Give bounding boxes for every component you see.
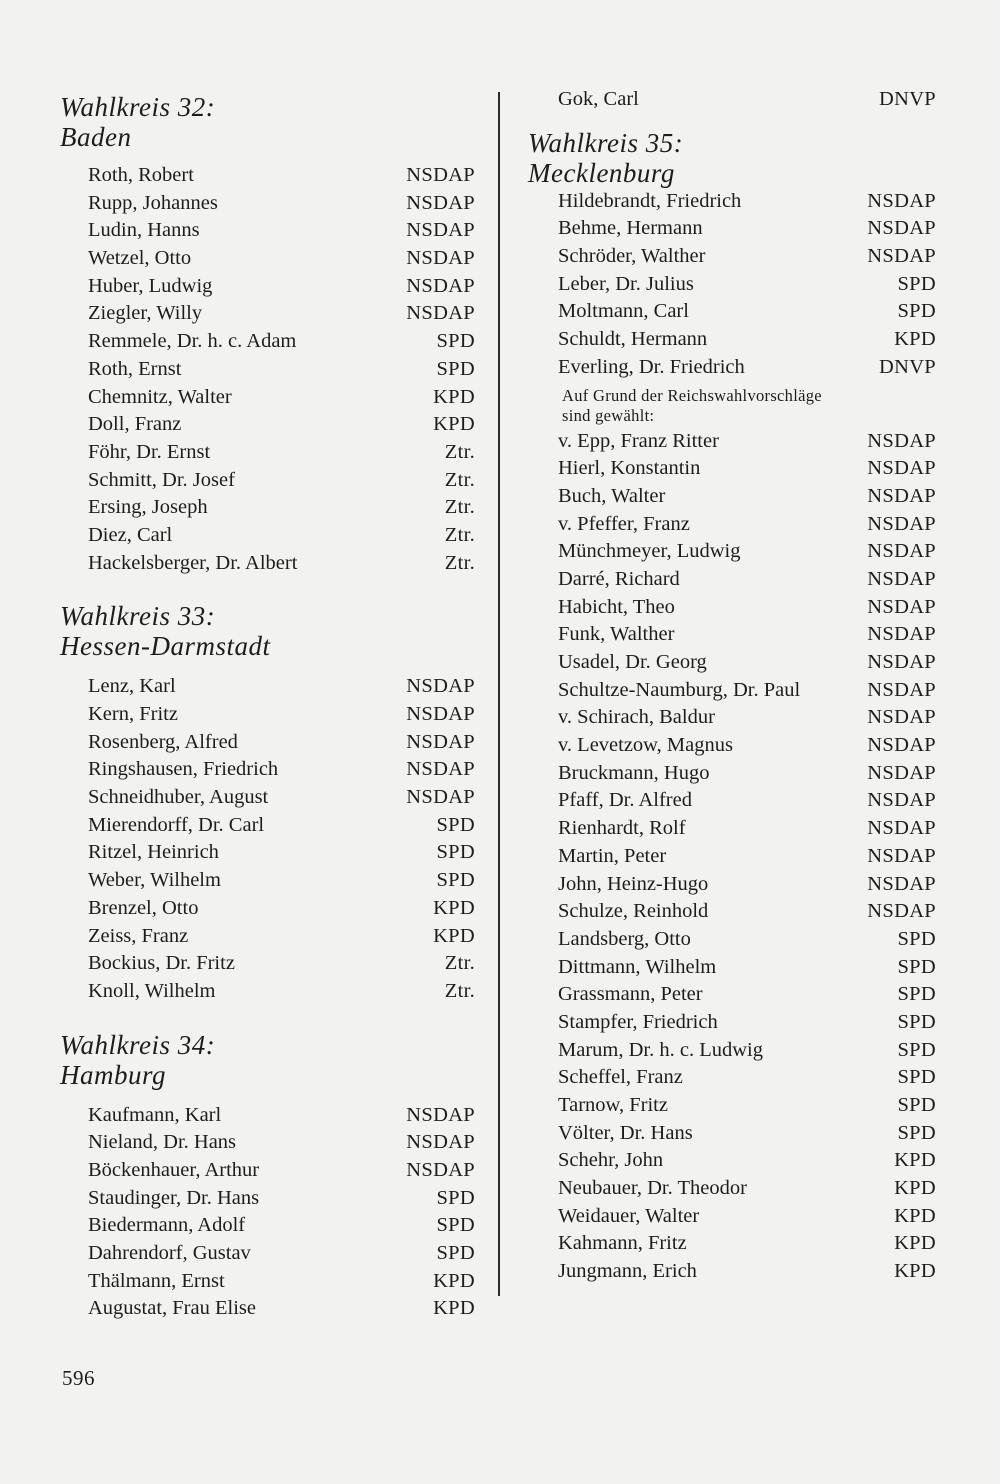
member-row <box>60 1295 475 1323</box>
member-row <box>528 511 936 539</box>
party-label: SPD <box>897 272 936 295</box>
member-name: Remmele, Dr. h. c. Adam <box>88 330 297 353</box>
constituency-heading <box>528 128 936 188</box>
member-name: Hildebrandt, Friedrich <box>558 189 742 212</box>
member-name: Mierendorff, Dr. Carl <box>88 813 265 836</box>
member-name: Kern, Fritz <box>88 703 178 725</box>
member-row <box>528 594 936 622</box>
member-name: Weber, Wilhelm <box>88 869 221 892</box>
member-name: Weidauer, Walter <box>558 1204 700 1227</box>
member-row <box>528 760 936 788</box>
constituency-heading <box>60 1030 475 1090</box>
column-divider <box>498 92 500 1296</box>
member-name: Ludin, Hanns <box>88 219 200 242</box>
member-row <box>60 1157 475 1185</box>
party-label: NSDAP <box>867 817 936 840</box>
party-label: NSDAP <box>406 274 475 297</box>
member-row <box>60 756 475 784</box>
member-row <box>60 701 475 729</box>
party-label: NSDAP <box>406 786 475 809</box>
member-row <box>60 895 475 923</box>
party-label: NSDAP <box>867 540 936 563</box>
member-name: v. Schirach, Baldur <box>558 706 715 729</box>
member-name: Thälmann, Ernst <box>88 1269 225 1292</box>
member-row <box>528 898 936 926</box>
party-label: NSDAP <box>867 872 936 895</box>
party-label: NSDAP <box>867 484 936 507</box>
member-row <box>528 243 936 271</box>
member-row <box>528 354 936 382</box>
party-label: KPD <box>894 328 936 351</box>
party-label: NSDAP <box>867 457 936 480</box>
member-name: Funk, Walther <box>558 623 675 646</box>
party-label: NSDAP <box>406 758 475 781</box>
member-name: Neubauer, Dr. Theodor <box>558 1177 747 1200</box>
member-name: Tarnow, Fritz <box>558 1094 668 1116</box>
member-row <box>528 954 936 982</box>
member-row <box>528 677 936 705</box>
member-row <box>60 1102 475 1130</box>
member-name: Knoll, Wilhelm <box>88 979 216 1002</box>
party-label: KPD <box>894 1260 936 1283</box>
member-name: Dittmann, Wilhelm <box>558 955 717 978</box>
member-row <box>60 439 475 467</box>
party-label: SPD <box>436 330 475 353</box>
member-name: Böckenhauer, Arthur <box>88 1158 260 1181</box>
member-row <box>528 1258 936 1286</box>
party-label: NSDAP <box>406 730 475 753</box>
page-number: 596 <box>62 1366 95 1390</box>
member-row <box>528 621 936 649</box>
member-row <box>528 455 936 483</box>
party-label: SPD <box>897 300 936 323</box>
member-row <box>60 1268 475 1296</box>
member-name: Münchmeyer, Ludwig <box>558 540 741 563</box>
member-name: Rosenberg, Alfred <box>88 730 238 753</box>
left-column <box>60 86 475 1323</box>
member-row <box>60 273 475 301</box>
member-row <box>528 566 936 594</box>
member-name: Schuldt, Hermann <box>558 328 708 351</box>
party-label: NSDAP <box>867 844 936 867</box>
member-name: Buch, Walter <box>558 484 666 507</box>
heading-line: Wahlkreis 33: <box>60 601 216 632</box>
party-label: NSDAP <box>867 245 936 268</box>
member-name: Landsberg, Otto <box>558 927 691 950</box>
note-line: Auf Grund der Reichswahlvorschläge <box>562 385 822 405</box>
member-name: Nieland, Dr. Hans <box>88 1131 237 1154</box>
note-line: sind gewählt: <box>562 405 655 425</box>
member-name: Pfaff, Dr. Alfred <box>558 789 692 812</box>
party-label: SPD <box>436 841 475 864</box>
member-row <box>528 1092 936 1120</box>
member-row <box>60 300 475 328</box>
member-name: Hierl, Konstantin <box>558 457 701 480</box>
member-row <box>528 1203 936 1231</box>
member-row <box>528 732 936 760</box>
member-row <box>60 190 475 218</box>
member-name: Doll, Franz <box>88 413 182 436</box>
member-row <box>60 384 475 412</box>
party-label: SPD <box>436 1242 475 1264</box>
member-row <box>528 271 936 299</box>
heading-line: Mecklenburg <box>528 157 675 188</box>
party-label: NSDAP <box>406 164 475 186</box>
party-label: SPD <box>897 983 936 1006</box>
member-name: Kaufmann, Karl <box>88 1103 222 1126</box>
party-label: NSDAP <box>406 191 475 214</box>
party-label: KPD <box>433 1297 475 1320</box>
member-row <box>528 298 936 326</box>
member-row <box>528 215 936 243</box>
party-label: NSDAP <box>406 1131 475 1154</box>
member-row <box>528 843 936 871</box>
member-name: v. Epp, Franz Ritter <box>558 429 719 452</box>
constituency-section <box>60 92 475 577</box>
member-row <box>528 326 936 354</box>
party-label: SPD <box>897 1066 936 1089</box>
member-row <box>528 649 936 677</box>
party-label: KPD <box>433 924 475 947</box>
member-name: Roth, Robert <box>88 164 194 186</box>
member-name: Völter, Dr. Hans <box>558 1121 693 1144</box>
party-label: NSDAP <box>867 900 936 923</box>
constituency-section <box>60 601 475 1005</box>
member-name: Rienhardt, Rolf <box>558 817 686 840</box>
party-label: Ztr. <box>444 979 475 1002</box>
member-row <box>60 923 475 951</box>
member-name: Dahrendorf, Gustav <box>88 1242 251 1264</box>
party-label: DNVP <box>878 88 936 110</box>
member-name: Martin, Peter <box>558 844 667 867</box>
constituency-heading <box>60 601 475 661</box>
member-row <box>528 188 936 216</box>
member-row <box>60 1240 475 1268</box>
member-name: Huber, Ludwig <box>88 274 213 297</box>
party-label: NSDAP <box>867 429 936 452</box>
party-label: SPD <box>897 1094 936 1116</box>
member-name: Föhr, Dr. Ernst <box>88 440 211 463</box>
right-column <box>528 86 936 1286</box>
member-row <box>528 704 936 732</box>
member-name: Ritzel, Heinrich <box>88 841 219 864</box>
member-name: John, Heinz-Hugo <box>558 872 709 895</box>
member-name: Leber, Dr. Julius <box>558 272 694 295</box>
party-label: KPD <box>433 896 475 919</box>
member-row <box>528 815 936 843</box>
member-row <box>60 356 475 384</box>
party-label: KPD <box>894 1204 936 1227</box>
constituency-section <box>60 1030 475 1324</box>
member-name: Darré, Richard <box>558 567 680 590</box>
member-name: Ersing, Joseph <box>88 496 208 519</box>
party-label: Ztr. <box>444 523 475 546</box>
member-name: Marum, Dr. h. c. Ludwig <box>558 1038 763 1061</box>
party-label: NSDAP <box>867 678 936 701</box>
member-row <box>528 1175 936 1203</box>
party-label: DNVP <box>878 355 936 378</box>
member-name: Chemnitz, Walter <box>88 385 232 408</box>
party-label: NSDAP <box>406 1103 475 1126</box>
member-row <box>528 428 936 456</box>
party-label: Ztr. <box>444 952 475 975</box>
member-name: Usadel, Dr. Georg <box>558 651 707 673</box>
party-label: NSDAP <box>867 623 936 646</box>
member-row <box>60 162 475 190</box>
member-row <box>60 784 475 812</box>
member-name: Schmitt, Dr. Josef <box>88 468 235 491</box>
heading-line: Wahlkreis 32: <box>60 92 216 122</box>
member-row <box>60 550 475 578</box>
party-label: KPD <box>894 1177 936 1200</box>
party-label: Ztr. <box>444 468 475 491</box>
member-name: Behme, Hermann <box>558 217 703 240</box>
party-label: NSDAP <box>406 247 475 270</box>
member-name: Schneidhuber, August <box>88 786 269 809</box>
party-label: KPD <box>433 1269 475 1292</box>
party-label: NSDAP <box>867 567 936 590</box>
member-name: Roth, Ernst <box>88 357 182 380</box>
member-row <box>60 673 475 701</box>
member-row <box>60 217 475 245</box>
member-name: Hackelsberger, Dr. Albert <box>88 551 298 574</box>
member-row <box>528 1037 936 1065</box>
member-name: Ringshausen, Friedrich <box>88 758 279 781</box>
member-row <box>60 522 475 550</box>
member-row <box>528 1064 936 1092</box>
member-name: Scheffel, Franz <box>558 1066 683 1089</box>
heading-line: Wahlkreis 35: <box>528 127 684 158</box>
member-row <box>528 1009 936 1037</box>
member-name: Moltmann, Carl <box>558 300 689 323</box>
member-name: Staudinger, Dr. Hans <box>88 1186 260 1209</box>
party-label: NSDAP <box>867 761 936 784</box>
member-name: Wetzel, Otto <box>88 247 192 270</box>
member-name: Schultze-Naumburg, Dr. Paul <box>558 678 801 701</box>
member-name: Rupp, Johannes <box>88 191 218 214</box>
member-row <box>60 950 475 978</box>
party-label: Ztr. <box>444 440 475 463</box>
member-row <box>528 1120 936 1148</box>
member-row <box>60 1212 475 1240</box>
member-row <box>528 926 936 954</box>
party-label: SPD <box>897 1038 936 1061</box>
party-label: NSDAP <box>406 675 475 698</box>
party-label: Ztr. <box>444 551 475 574</box>
party-label: Ztr. <box>444 496 475 519</box>
party-label: KPD <box>433 413 475 436</box>
reich-list <box>528 428 936 1286</box>
member-row <box>60 839 475 867</box>
member-row <box>60 867 475 895</box>
party-label: SPD <box>436 813 475 836</box>
member-name: Bockius, Dr. Fritz <box>88 952 235 975</box>
member-name: Jungmann, Erich <box>558 1260 697 1283</box>
member-name: Everling, Dr. Friedrich <box>558 355 745 378</box>
member-row <box>60 812 475 840</box>
party-label: KPD <box>894 1149 936 1172</box>
member-name: Brenzel, Otto <box>88 896 199 919</box>
party-label: SPD <box>436 1214 475 1237</box>
party-label: NSDAP <box>406 1158 475 1181</box>
constituency-section <box>528 128 936 382</box>
member-row <box>60 978 475 1006</box>
heading-line: Hessen-Darmstadt <box>60 631 271 662</box>
heading-line: Hamburg <box>60 1059 167 1090</box>
party-label: NSDAP <box>867 595 936 618</box>
party-label: NSDAP <box>406 302 475 325</box>
party-label: NSDAP <box>406 219 475 242</box>
party-label: NSDAP <box>406 703 475 725</box>
member-row <box>60 467 475 495</box>
member-name: Diez, Carl <box>88 523 173 546</box>
party-label: SPD <box>436 869 475 892</box>
party-label: KPD <box>433 385 475 408</box>
party-label: KPD <box>894 1232 936 1255</box>
party-label: NSDAP <box>867 217 936 240</box>
constituency-heading <box>60 92 475 152</box>
member-name: Gok, Carl <box>558 88 639 110</box>
party-label: SPD <box>897 927 936 950</box>
party-label: SPD <box>436 357 475 380</box>
member-name: Schehr, John <box>558 1149 664 1172</box>
member-row <box>528 981 936 1009</box>
member-row <box>60 411 475 439</box>
member-row <box>528 787 936 815</box>
member-row <box>60 494 475 522</box>
member-name: Kahmann, Fritz <box>558 1232 687 1255</box>
member-row <box>60 729 475 757</box>
heading-line: Baden <box>60 122 132 152</box>
party-label: NSDAP <box>867 651 936 673</box>
member-name: Bruckmann, Hugo <box>558 761 710 784</box>
party-label: NSDAP <box>867 734 936 757</box>
member-name: Ziegler, Willy <box>88 302 203 325</box>
party-label: NSDAP <box>867 189 936 212</box>
party-label: NSDAP <box>867 706 936 729</box>
member-name: v. Levetzow, Magnus <box>558 734 733 757</box>
reich-list-note <box>528 382 936 428</box>
member-row <box>528 538 936 566</box>
member-row <box>528 1230 936 1258</box>
member-name: v. Pfeffer, Franz <box>558 512 690 535</box>
member-name: Schulze, Reinhold <box>558 900 709 923</box>
party-label: SPD <box>436 1186 475 1209</box>
party-label: NSDAP <box>867 512 936 535</box>
member-row <box>528 871 936 899</box>
party-label: SPD <box>897 1010 936 1033</box>
member-row <box>60 328 475 356</box>
member-name: Biedermann, Adolf <box>88 1214 246 1237</box>
member-name: Stampfer, Friedrich <box>558 1010 718 1033</box>
member-row <box>528 1147 936 1175</box>
member-name: Grassmann, Peter <box>558 983 703 1006</box>
member-row <box>60 245 475 273</box>
member-name: Zeiss, Franz <box>88 924 189 947</box>
member-name: Lenz, Karl <box>88 675 176 698</box>
member-row <box>60 1129 475 1157</box>
party-label: SPD <box>897 1121 936 1144</box>
member-row <box>528 86 936 114</box>
member-name: Schröder, Walther <box>558 245 706 268</box>
member-row <box>528 483 936 511</box>
member-name: Habicht, Theo <box>558 595 675 618</box>
member-row <box>60 1185 475 1213</box>
party-label: SPD <box>897 955 936 978</box>
party-label: NSDAP <box>867 789 936 812</box>
heading-line: Wahlkreis 34: <box>60 1029 216 1060</box>
member-name: Augustat, Frau Elise <box>88 1297 256 1320</box>
